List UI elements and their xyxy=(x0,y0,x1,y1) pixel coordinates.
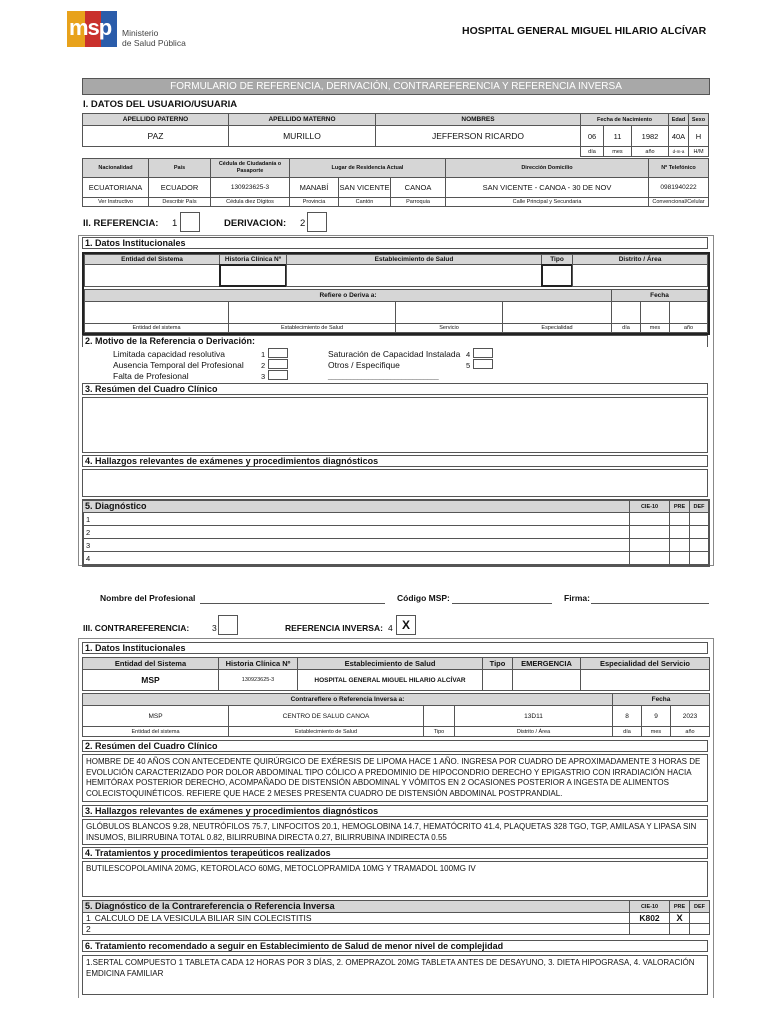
s3-diag-pre-1: X xyxy=(669,912,690,924)
s3-emergencia[interactable] xyxy=(512,669,581,691)
empty-sub xyxy=(82,146,581,157)
h-apellido-paterno: APELLIDO PATERNO xyxy=(82,113,229,126)
nombres: JEFFERSON RICARDO xyxy=(375,125,581,147)
s2-diag-cie-1[interactable] xyxy=(629,512,670,526)
h-apellido-materno: APELLIDO MATERNO xyxy=(228,113,376,126)
s3-h-contrarefiere: Contrareflere o Referencia Inversa a: xyxy=(82,693,613,706)
s2-l-anio: año xyxy=(669,323,708,333)
s2-diag-row-4[interactable]: 4 xyxy=(82,551,630,565)
motivo-3-checkbox[interactable] xyxy=(268,370,288,380)
motivo-2-num: 2 xyxy=(261,361,266,370)
referencia-inversa-checkbox[interactable] xyxy=(396,615,416,635)
s2-h-entidad: Entidad del Sistema xyxy=(84,254,220,265)
s2-h-establecimiento: Establecimiento de Salud xyxy=(286,254,542,265)
s3-diag-title: 5. Diagnóstico de la Contrareferencia o Referencia Inversa xyxy=(82,900,630,913)
s3-l-anio: año xyxy=(670,726,710,737)
contrareferencia-checkbox[interactable] xyxy=(218,615,238,635)
s2-diag-def-2[interactable] xyxy=(689,525,709,539)
firma-label: Firma: xyxy=(564,593,590,603)
s2-l-entidad: Entidad del sistema xyxy=(84,323,229,333)
motivo-5-num: 5 xyxy=(466,361,471,370)
s3-recomendado-text: 1.SERTAL COMPUESTO 1 TABLETA CADA 12 HORAS POR 3 DÍAS, 2. OMEPRAZOL 20MG TABLETA ANTES DE DESAYUNO, 3. DIETA HIPOGRASA, 4. VALORACIÓN EMDICINA FAMILIAR xyxy=(86,958,695,978)
s3-hallazgos-text: GLÓBULOS BLANCOS 9.28, NEUTRÓFILOS 75.7, LINFOCITOS 20.1, HEMOGLOBINA 14.7, HEMATÓCRITO 41.4, PLAQUETAS 328 TGO, TGP, AMILASA Y LIPASA SIN INSUMOS, BILIRRUBINA TOTAL 0.82, BILIRRUBINA DIRECTA 0.27, BILIRRUBINA INDIRECTA 0.55 xyxy=(86,822,697,842)
firma-line[interactable] xyxy=(591,603,709,604)
s2-h-historia: Historia Clínica Nº xyxy=(219,254,287,265)
motivo-4-num: 4 xyxy=(466,350,471,359)
s3-h-fecha: Fecha xyxy=(612,693,710,706)
ministry-line2: de Salud Pública xyxy=(122,38,186,48)
s3-resumen-text: HOMBRE DE 40 AÑOS CON ANTECEDENTE QUIRÚRGICO DE EXÉRESIS DE LIPOMA HACE 1 AÑO. INGRESA POR CUADRO DE APROXIMADAMENTE 3 HORAS DE EVOLUCIÓN CARACTERIZADO POR DOLOR ABDOMINAL TIPO CÓLICO A PREDOMINIO DE HIPOCONDRIO DERECHO Y EPIGASTRIO CON IRRADIACIÓN HACIA HEMITÓRAX POSTERIOR DERECHO, ACOMPAÑADO DE DISTENSIÓN ABDOMINAL Y VÓMITOS EN 2 OCASIONES POSTERIOR A INGESTA DE ALIMENTOS COLECISTOQUINÉTICOS. REFIERE QUE HACE 2 MESES PRESENTA CUADRO DE DISTENSIÓN ABDOMINAL POSTPRANDIAL. xyxy=(86,757,701,798)
l-parroquia: Parroquia xyxy=(390,197,446,207)
s3-entidad: MSP xyxy=(82,669,219,691)
msp-logo xyxy=(67,11,117,47)
s2-l-servicio: Servicio xyxy=(395,323,503,333)
referencia-label: II. REFERENCIA: xyxy=(83,218,159,229)
s3-h-pre: PRE xyxy=(669,900,690,913)
s2-diag-row-1[interactable]: 1 xyxy=(82,512,630,526)
h-nacionalidad: Nacionalidad xyxy=(82,158,149,178)
apellido-paterno: PAZ xyxy=(82,125,229,147)
s2-ref-mes[interactable] xyxy=(640,301,670,324)
apellido-materno: MURILLO xyxy=(228,125,376,147)
motivo-5-checkbox[interactable] xyxy=(473,359,493,369)
telefono: 0981940222 xyxy=(648,177,709,198)
motivo-1-label: Limitada capacidad resolutiva xyxy=(113,349,225,359)
s3-h-establecimiento: Establecimiento de Salud xyxy=(297,657,483,670)
motivo-3-num: 3 xyxy=(261,372,266,381)
s2-diag-pre-1[interactable] xyxy=(669,512,690,526)
referencia-num: 1 xyxy=(172,218,178,229)
s2-l-establecimiento: Establecimiento de Salud xyxy=(228,323,396,333)
codigo-msp-label: Código MSP: xyxy=(397,593,450,603)
s2-distrito-value[interactable] xyxy=(572,264,708,287)
s3-l-establecimiento: Establecimiento de Salud xyxy=(228,726,424,737)
s2-l-mes: mes xyxy=(640,323,670,333)
s3-hallazgos-area[interactable] xyxy=(82,819,708,845)
s3-ref-entidad: MSP xyxy=(82,705,229,727)
motivo-4-label: Saturación de Capacidad Instalada xyxy=(328,349,461,359)
s3-ref-establecimiento: CENTRO DE SALUD CANOA xyxy=(228,705,424,727)
s3-resumen-area[interactable] xyxy=(82,754,708,802)
s2-ref-especialidad[interactable] xyxy=(502,301,612,324)
s3-establecimiento: HOSPITAL GENERAL MIGUEL HILARIO ALCÍVAR xyxy=(297,669,483,691)
s2-diag-row-3[interactable]: 3 xyxy=(82,538,630,552)
nombre-profesional-label: Nombre del Profesional xyxy=(100,593,196,603)
motivo-2-label: Ausencia Temporal del Profesional xyxy=(113,360,244,370)
cedula: 130923625-3 xyxy=(210,177,290,198)
codigo-msp-line[interactable] xyxy=(452,603,552,604)
s3-diag-row-2[interactable]: 2 xyxy=(82,923,630,935)
s2-tipo-value[interactable] xyxy=(541,264,573,287)
canton: SAN VICENTE xyxy=(338,177,391,198)
motivo-1-checkbox[interactable] xyxy=(268,348,288,358)
s3-diag-row-1-text: CALCULO DE LA VESICULA BILIAR SIN COLECISTITIS xyxy=(94,913,312,923)
l-anio: año xyxy=(631,146,669,157)
fecha-anio: 1982 xyxy=(631,125,669,147)
s3-tratamientos-area[interactable] xyxy=(82,861,708,897)
l-ver-instructivo: Ver Instructivo xyxy=(82,197,149,207)
h-edad: Edad xyxy=(668,113,689,126)
s2-diag-cie-4[interactable] xyxy=(629,551,670,565)
s2-diag-cie-3[interactable] xyxy=(629,538,670,552)
l-calle: Calle Principal y Secundaria xyxy=(445,197,649,207)
s2-h-distrito: Distrito / Área xyxy=(572,254,708,265)
h-lugar: Lugar de Residencia Actual xyxy=(289,158,446,178)
h-telefono: Nº Telefónico xyxy=(648,158,709,178)
derivacion-label: DERIVACION: xyxy=(224,218,287,229)
s3-diag-def-2[interactable] xyxy=(689,923,710,935)
s2-diag-row-2[interactable]: 2 xyxy=(82,525,630,539)
h-sexo: Sexo xyxy=(688,113,709,126)
s2-ref-dia[interactable] xyxy=(611,301,641,324)
h-fecha-nac: Fecha de Nacimiento xyxy=(580,113,669,126)
l-hm: H/M xyxy=(688,146,709,157)
nombre-profesional-line[interactable] xyxy=(200,603,385,604)
referencia-inversa-num: 4 xyxy=(388,623,393,633)
derivacion-checkbox[interactable] xyxy=(307,212,327,232)
s3-h-emergencia: EMERGENCIA xyxy=(512,657,581,670)
s2-h-cie: CIE-10 xyxy=(629,500,670,513)
l-convencional: Convencional/Celular xyxy=(648,197,709,207)
s2-l-dia: día xyxy=(611,323,641,333)
s2-datos-inst-title: 1. Datos Institucionales xyxy=(82,237,708,249)
s2-ref-anio[interactable] xyxy=(669,301,708,324)
l-describir-pais: Describir País xyxy=(148,197,211,207)
s3-ref-dia: 8 xyxy=(612,705,642,727)
s2-resumen-title: 3. Resúmen del Cuadro Clínico xyxy=(82,383,708,395)
s3-ref-tipo[interactable] xyxy=(423,705,455,727)
nacionalidad: ECUATORIANA xyxy=(82,177,149,198)
s3-ref-anio: 2023 xyxy=(670,705,710,727)
hospital-name: HOSPITAL GENERAL MIGUEL HILARIO ALCÍVAR xyxy=(462,25,707,37)
derivacion-num: 2 xyxy=(300,218,306,229)
edad: 40A xyxy=(668,125,689,147)
s3-l-tipo: Tipo xyxy=(423,726,455,737)
s2-diag-def-1[interactable] xyxy=(689,512,709,526)
fecha-dia: 06 xyxy=(580,125,604,147)
s3-l-entidad: Entidad del sistema xyxy=(82,726,229,737)
h-cedula: Cédula de Ciudadanía o Pasaporte xyxy=(210,158,290,178)
l-canton: Cantón xyxy=(338,197,391,207)
referencia-inversa-mark: X xyxy=(401,618,410,632)
contrareferencia-num: 3 xyxy=(212,623,217,633)
s2-h-refiere: Refiere o Deriva a: xyxy=(84,289,612,302)
s3-h-tipo: Tipo xyxy=(482,657,513,670)
s3-h-cie: CIE-10 xyxy=(629,900,670,913)
s3-h-especialidad: Especialidad del Servicio xyxy=(580,657,710,670)
s2-diag-pre-2[interactable] xyxy=(669,525,690,539)
referencia-checkbox[interactable] xyxy=(180,212,200,232)
motivo-5-label: Otros / Especifique xyxy=(328,360,400,370)
s3-tipo[interactable] xyxy=(482,669,513,691)
form-title: FORMULARIO DE REFERENCIA, DERIVACIÓN, CONTRAREFERENCIA Y REFERENCIA INVERSA xyxy=(82,78,710,95)
motivo-2-checkbox[interactable] xyxy=(268,359,288,369)
s3-recomendado-area[interactable] xyxy=(82,955,708,995)
s2-establecimiento-value[interactable] xyxy=(286,264,542,287)
s3-diag-pre-2[interactable] xyxy=(669,923,690,935)
s2-ref-establecimiento[interactable] xyxy=(228,301,396,324)
s3-l-mes: mes xyxy=(641,726,671,737)
s2-diag-pre-3[interactable] xyxy=(669,538,690,552)
l-dma: d-m-a xyxy=(668,146,689,157)
s3-tratamientos-title: 4. Tratamientos y procedimientos terapeúticos realizados xyxy=(82,847,708,859)
s2-ref-servicio[interactable] xyxy=(395,301,503,324)
pais: ECUADOR xyxy=(148,177,211,198)
s3-diag-cie-2[interactable] xyxy=(629,923,670,935)
s3-h-historia: Historia Clínica Nº xyxy=(218,657,298,670)
h-nombres: NOMBRES xyxy=(375,113,581,126)
s3-diag-row-1-num: 1 xyxy=(86,913,91,923)
s2-entidad-value[interactable] xyxy=(84,264,220,287)
motivo-3-label: Falta de Profesional xyxy=(113,371,189,381)
s3-ref-distrito: 13D11 xyxy=(454,705,613,727)
contrareferencia-label: III. CONTRAREFERENCIA: xyxy=(83,623,190,633)
section-i-title: I. DATOS DEL USUARIO/USUARIA xyxy=(83,99,238,110)
direccion: SAN VICENTE - CANOA - 30 DE NOV xyxy=(445,177,649,198)
s3-hallazgos-title: 3. Hallazgos relevantes de exámenes y procedimientos diagnósticos xyxy=(82,805,708,817)
s2-h-tipo: Tipo xyxy=(541,254,573,265)
referencia-inversa-label: REFERENCIA INVERSA: xyxy=(285,623,383,633)
s3-ref-mes: 9 xyxy=(641,705,671,727)
s2-hallazgos-title: 4. Hallazgos relevantes de exámenes y procedimientos diagnósticos xyxy=(82,455,708,467)
s2-ref-entidad[interactable] xyxy=(84,301,229,324)
s3-historia: 130923625-3 xyxy=(218,669,298,691)
s2-historia-value[interactable] xyxy=(219,264,287,287)
s2-h-def: DEF xyxy=(689,500,709,513)
s2-hallazgos-area[interactable] xyxy=(82,469,708,497)
s2-l-especialidad: Especialidad xyxy=(502,323,612,333)
s2-diag-def-3[interactable] xyxy=(689,538,709,552)
s2-h-pre: PRE xyxy=(669,500,690,513)
h-direccion: Dirección Domicilio xyxy=(445,158,649,178)
s3-diag-cie-1: K802 xyxy=(629,912,670,924)
s3-resumen-title: 2. Resúmen del Cuadro Clínico xyxy=(82,740,708,752)
s2-diag-cie-2[interactable] xyxy=(629,525,670,539)
s3-l-distrito: Distrito / Área xyxy=(454,726,613,737)
motivo-4-checkbox[interactable] xyxy=(473,348,493,358)
sexo: H xyxy=(688,125,709,147)
s2-diag-def-4[interactable] xyxy=(689,551,709,565)
s2-h-fecha: Fecha xyxy=(611,289,708,302)
s3-datos-inst-title: 1. Datos Institucionales xyxy=(82,642,708,654)
parroquia: CANOA xyxy=(390,177,446,198)
s3-tratamientos-text: BUTILESCOPOLAMINA 20MG, KETOROLACO 60MG, METOCLOPRAMIDA 10MG Y TRAMADOL 100MG IV xyxy=(86,864,476,873)
s3-recomendado-title: 6. Tratamiento recomendado a seguir en Establecimiento de Salud de menor nivel de complejidad xyxy=(82,940,708,952)
l-mes: mes xyxy=(603,146,632,157)
l-dia: día xyxy=(580,146,604,157)
h-pais: País xyxy=(148,158,211,178)
fecha-mes: 11 xyxy=(603,125,632,147)
s2-diag-title: 5. Diagnóstico xyxy=(82,500,630,513)
otros-line: ______________________________ xyxy=(328,371,439,380)
s3-especialidad[interactable] xyxy=(580,669,710,691)
l-provincia: Provincia xyxy=(289,197,339,207)
s3-h-def: DEF xyxy=(689,900,710,913)
ministry-line1: Ministerio xyxy=(122,28,159,38)
s3-l-dia: día xyxy=(612,726,642,737)
logo-text: msp xyxy=(69,15,112,40)
provincia: MANABÍ xyxy=(289,177,339,198)
l-cedula-diez: Cédula diez Dígitos xyxy=(210,197,290,207)
s2-motivo-title: 2. Motivo de la Referencia o Derivación: xyxy=(82,335,708,347)
motivo-1-num: 1 xyxy=(261,350,266,359)
s2-diag-pre-4[interactable] xyxy=(669,551,690,565)
s3-h-entidad: Entidad del Sistema xyxy=(82,657,219,670)
s2-resumen-area[interactable] xyxy=(82,397,708,453)
